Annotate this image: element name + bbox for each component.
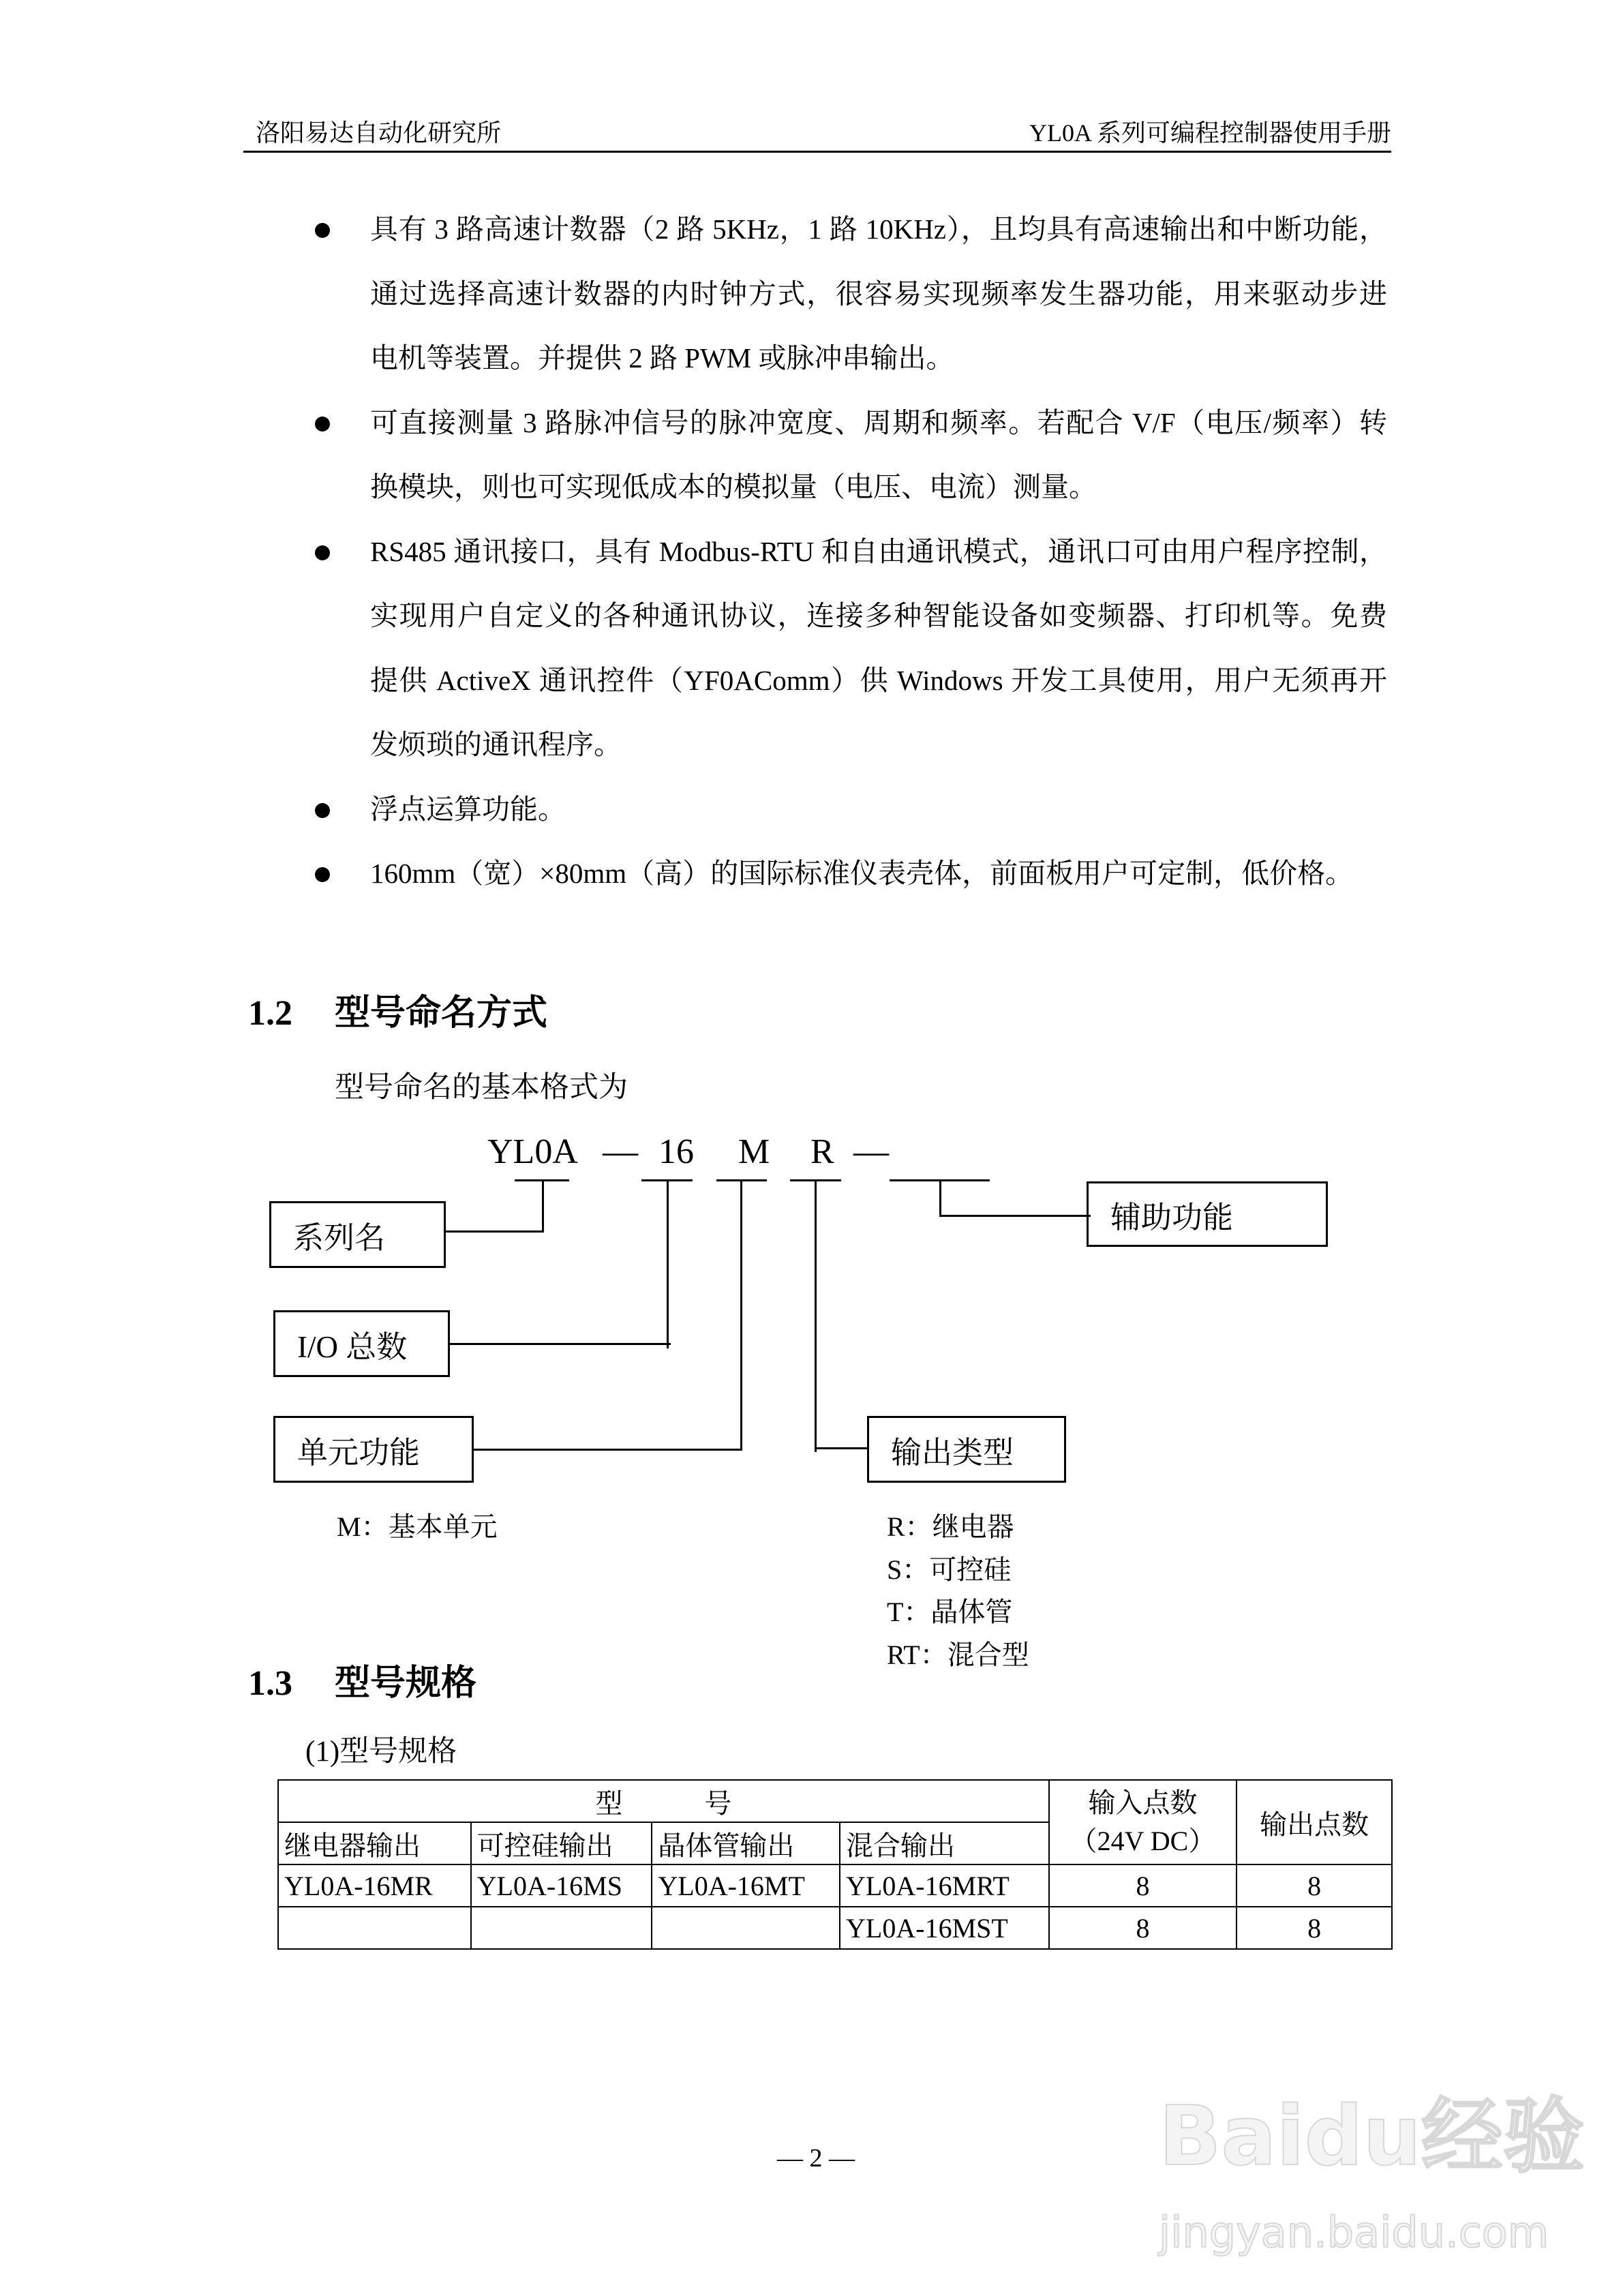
table-cell: 8 (1237, 1907, 1392, 1949)
table-cell: 8 (1237, 1864, 1392, 1907)
feature-list (324, 197, 1388, 906)
table-cell: YL0A-16MST (840, 1907, 1049, 1949)
bullet-line: 160mm（宽）×80mm（高）的国际标准仪表壳体，前面板用户可定制，低价格。 (370, 858, 1354, 889)
box-series-name: 系列名 (269, 1201, 446, 1268)
model-spec-table (277, 1779, 1393, 1950)
section-number: 1.2 (248, 994, 292, 1033)
bullet-line: 浮点运算功能。 (370, 793, 566, 825)
connector-line (542, 1179, 544, 1233)
bullet-line: 电机等装置。并提供 2 路 PWM 或脉冲串输出。 (370, 342, 954, 374)
header-right-title: YL0A 系列可编程控制器使用手册 (1029, 119, 1391, 147)
group-header: 型 号 (278, 1780, 1049, 1822)
list-item (324, 519, 1388, 777)
table-caption: (1)型号规格 (305, 1736, 457, 1768)
section-number: 1.3 (248, 1664, 292, 1703)
table-row (278, 1864, 1392, 1907)
bullet-icon (315, 545, 330, 560)
table-cell: YL0A-16MS (471, 1864, 652, 1907)
code-io: 16 (658, 1132, 694, 1171)
list-item (324, 841, 1388, 906)
table-cell: 8 (1049, 1907, 1237, 1949)
unit-note: M：基本单元 (337, 1511, 498, 1542)
bullet-line: 可直接测量 3 路脉冲信号的脉冲宽度、周期和频率。若配合 V/F（电压/频率）转 (370, 406, 1387, 438)
bullet-line: 提供 ActiveX 通讯控件（YF0AComm）供 Windows 开发工具使用，用户无须再开 (370, 664, 1387, 696)
bullet-line: 换模块，则也可实现低成本的模拟量（电压、电流）测量。 (370, 471, 1097, 502)
bullet-line: RS485 通讯接口，具有 Modbus-RTU 和自由通讯模式，通讯口可由用户程序控制， (370, 535, 1387, 567)
bullet-line: 发烦琐的通讯程序。 (370, 729, 622, 760)
code-output: R (810, 1132, 834, 1171)
connector-line (815, 1447, 869, 1449)
page-number: — 2 — (777, 2144, 855, 2173)
output-note: R：继电器 (887, 1511, 1014, 1542)
connector-line (446, 1230, 544, 1233)
output-header: 输出点数 (1237, 1780, 1392, 1864)
section-title: 型号规格 (335, 1664, 477, 1703)
watermark-url: jingyan.baidu.com (1159, 2207, 1549, 2257)
code-dash: — (603, 1132, 638, 1171)
input-header (1049, 1780, 1237, 1864)
bullet-icon (315, 223, 330, 238)
input-header-line: （24V DC） (1070, 1826, 1216, 1856)
input-header-line: 输入点数 (1088, 1787, 1198, 1818)
table-cell (652, 1907, 840, 1949)
column-header: 混合输出 (840, 1822, 1049, 1864)
list-item (324, 777, 1388, 842)
header-rule (243, 151, 1391, 153)
table-cell: 8 (1049, 1864, 1237, 1907)
bullet-line: 实现用户自定义的各种通讯协议，连接多种智能设备如变频器、打印机等。免费 (370, 600, 1387, 631)
code-dash: — (853, 1132, 889, 1171)
bullet-icon (315, 867, 330, 882)
output-note: T：晶体管 (887, 1597, 1013, 1627)
connector-line (450, 1343, 671, 1345)
connector-line (815, 1179, 817, 1452)
table-row (278, 1907, 1392, 1949)
column-header: 继电器输出 (278, 1822, 471, 1864)
connector-line (740, 1179, 742, 1451)
list-item (324, 197, 1388, 391)
bullet-line: 通过选择高速计数器的内时钟方式，很容易实现频率发生器功能，用来驱动步进 (370, 277, 1387, 309)
table-cell: YL0A-16MT (652, 1864, 840, 1907)
watermark-logo: Baidu经验 (1159, 2089, 1585, 2184)
bullet-icon (315, 803, 330, 818)
table-cell: YL0A-16MR (278, 1864, 471, 1907)
box-io-total: I/O 总数 (273, 1310, 450, 1377)
bullet-line: 具有 3 路高速计数器（2 路 5KHz，1 路 10KHz），且均具有高速输出和中断功能， (370, 213, 1387, 245)
table-cell (278, 1907, 471, 1949)
code-unit: M (738, 1132, 770, 1171)
table-cell: YL0A-16MRT (840, 1864, 1049, 1907)
bullet-icon (315, 417, 330, 432)
connector-line (939, 1179, 941, 1217)
connector-line (939, 1215, 1091, 1217)
box-output-type: 输出类型 (867, 1416, 1066, 1483)
section-title: 型号命名方式 (335, 994, 548, 1033)
box-aux-function: 辅助功能 (1087, 1181, 1328, 1247)
section-intro: 型号命名的基本格式为 (335, 1072, 628, 1104)
output-note: RT：混合型 (887, 1640, 1029, 1670)
column-header: 可控硅输出 (471, 1822, 652, 1864)
table-cell (471, 1907, 652, 1949)
output-note: S：可控硅 (887, 1554, 1012, 1585)
code-series: YL0A (487, 1132, 578, 1171)
list-item (324, 391, 1388, 519)
connector-line (667, 1179, 669, 1348)
column-header: 晶体管输出 (652, 1822, 840, 1864)
connector-line (472, 1449, 742, 1451)
header-left-title: 洛阳易达自动化研究所 (256, 119, 502, 147)
box-unit-function: 单元功能 (273, 1416, 474, 1483)
